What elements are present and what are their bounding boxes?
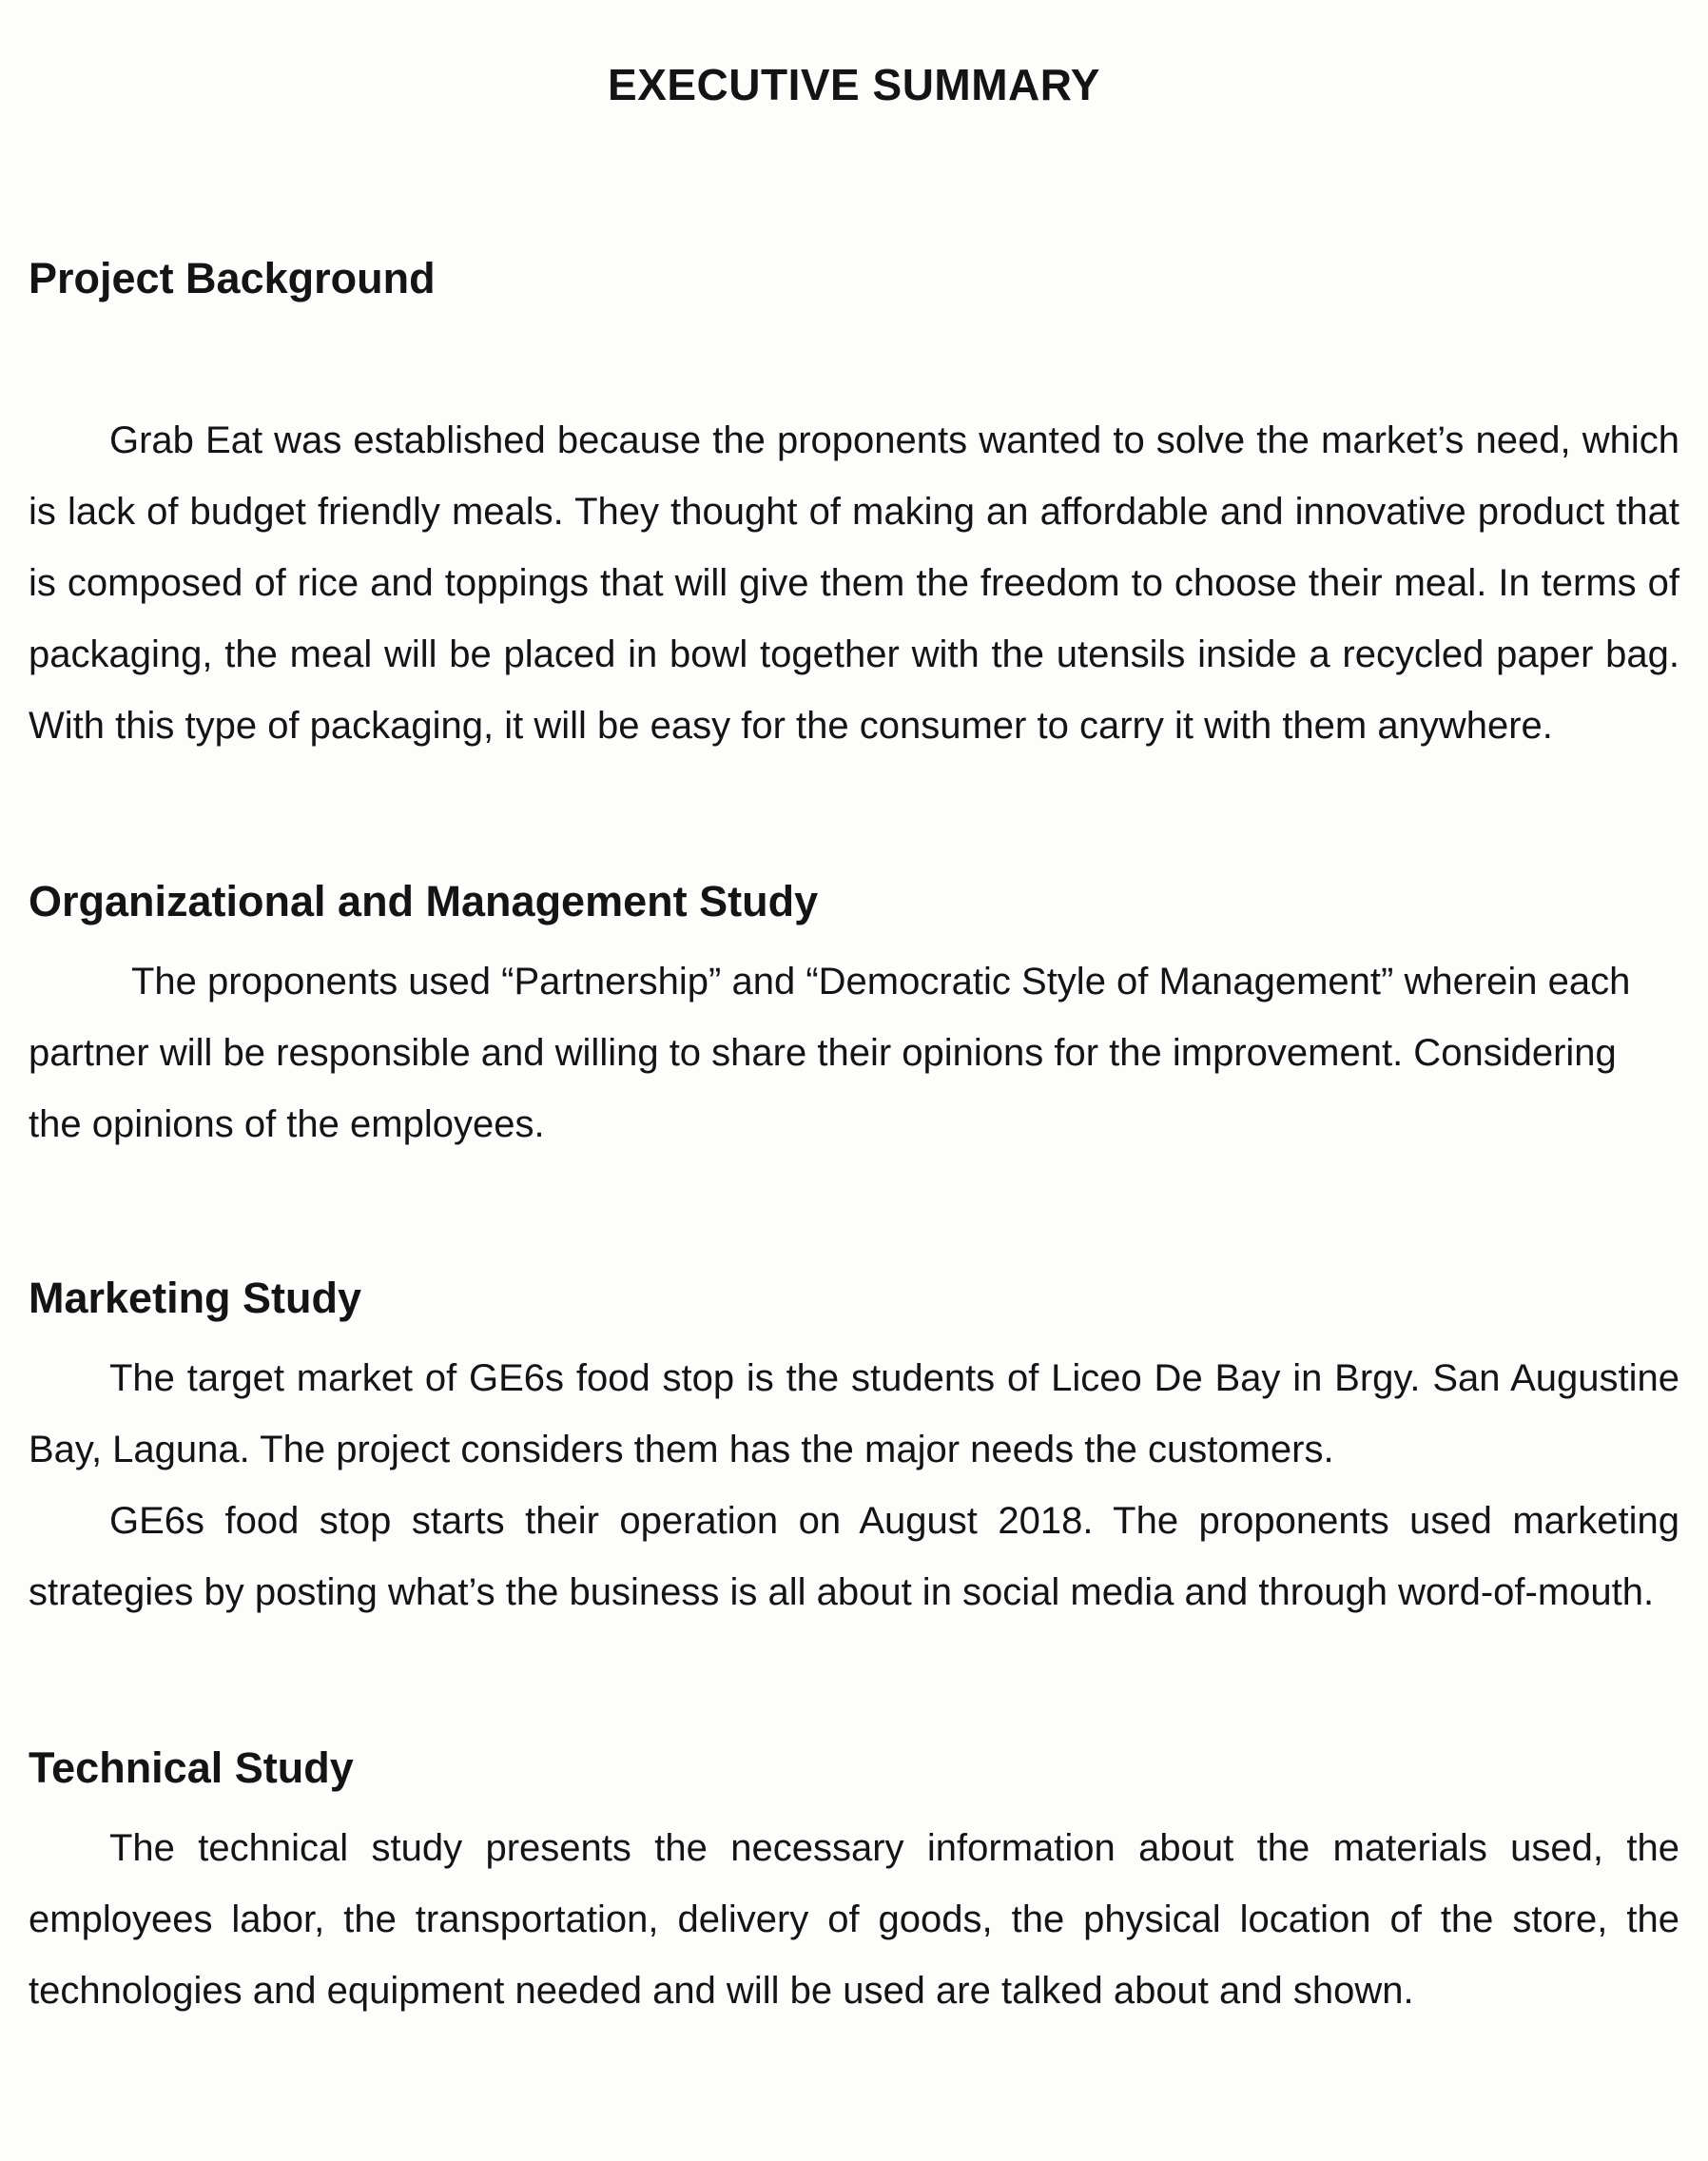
section-technical-study (29, 1742, 1679, 2027)
section-paragraph: Grab Eat was established because the proponents wanted to solve the market’s need, which is lack of budget friendly meals. They thought of making an affordable and innovative product that is composed of rice and toppings that will give them the freedom to choose their meal. In terms of packaging, the meal will be placed in bowl together with the utensils inside a recycled paper bag. With this type of packaging, it will be easy for the consumer to carry it with them anywhere. (29, 419, 1679, 747)
section-project-background (29, 253, 1679, 762)
section-marketing-study (29, 1273, 1679, 1628)
document-title: EXECUTIVE SUMMARY (608, 60, 1100, 109)
section-paragraph: The target market of GE6s food stop is the students of Liceo De Bay in Brgy. San Augustine Bay, Laguna. The project considers them has the major needs the customers. (29, 1357, 1679, 1470)
section-heading: Project Background (29, 254, 436, 302)
section-paragraph: GE6s food stop starts their operation on August 2018. The proponents used marketing strategies by posting what’s the business is all about in social media and through word-of-mouth. (29, 1500, 1679, 1613)
section-heading: Technical Study (29, 1743, 354, 1792)
section-organizational-management (29, 876, 1679, 1160)
section-heading: Marketing Study (29, 1274, 362, 1322)
section-paragraph: The technical study presents the necessary information about the materials used, the employees labor, the transportation, delivery of goods, the physical location of the store, the technologies and equipment needed and will be used are talked about and shown. (29, 1827, 1679, 2012)
section-heading: Organizational and Management Study (29, 877, 819, 925)
section-paragraph: The proponents used “Partnership” and “Democratic Style of Management” wherein each partner will be responsible and willing to share their opinions for the improvement. Considering the opinions of the employees. (29, 961, 1631, 1145)
